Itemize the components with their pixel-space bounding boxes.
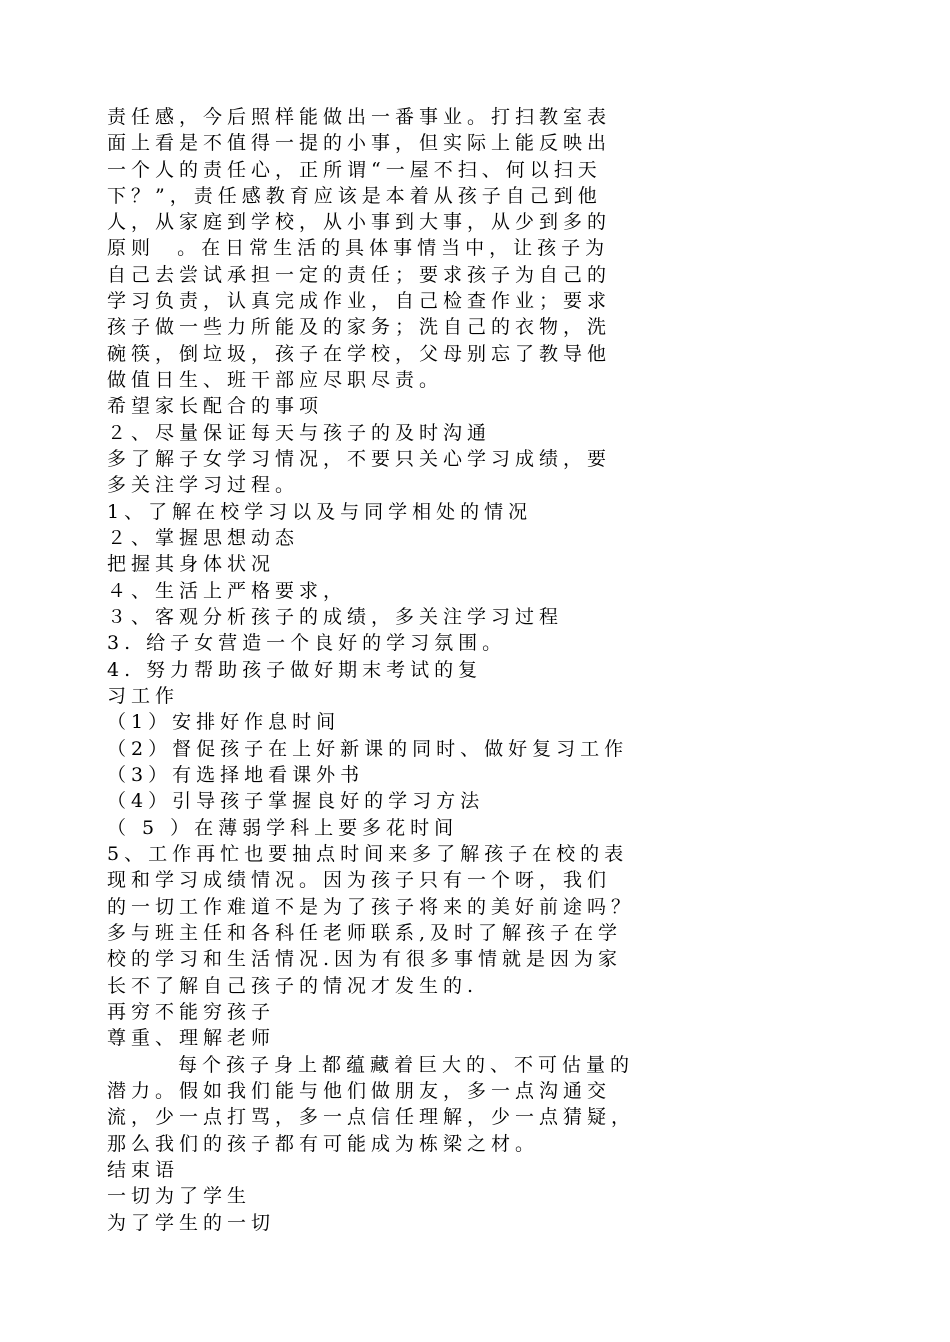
text-line: 多与班主任和各科任老师联系,及时了解孩子在学 bbox=[107, 922, 623, 944]
section-heading: 结束语 bbox=[107, 1159, 180, 1181]
list-item: 4. 努力帮助孩子做好期末考试的复 bbox=[107, 659, 483, 681]
text-line: 责任感，今后照样能做出一番事业。打扫教室表 bbox=[107, 106, 612, 128]
list-item: 1、了解在校学习以及与同学相处的情况 bbox=[107, 501, 533, 523]
text-line: 每个孩子身上都蕴藏着巨大的、不可估量的 bbox=[178, 1054, 635, 1076]
text-line: 习工作 bbox=[107, 685, 180, 707]
text-line: 人，从家庭到学校，从小事到大事，从少到多的 bbox=[107, 211, 612, 233]
text-line: 流，少一点打骂，多一点信任理解，少一点猜疑， bbox=[107, 1106, 636, 1128]
list-item: 5、工作再忙也要抽点时间来多了解孩子在校的表 bbox=[107, 843, 629, 865]
text-line: 的一切工作难道不是为了孩子将来的美好前途吗？ bbox=[107, 896, 636, 918]
list-item: ２、尽量保证每天与孩子的及时沟通 bbox=[107, 422, 492, 444]
text-line: 潜力。假如我们能与他们做朋友，多一点沟通交 bbox=[107, 1080, 612, 1102]
text-line: 现和学习成绩情况。因为孩子只有一个呀，我们 bbox=[107, 869, 612, 891]
text-line: 孩子做一些力所能及的家务；洗自己的衣物，洗 bbox=[107, 316, 612, 338]
text-line: 自己去尝试承担一定的责任；要求孩子为自己的 bbox=[107, 264, 612, 286]
list-item: （1）安排好作息时间 bbox=[107, 711, 341, 733]
text-line: 一个人的责任心，正所谓“一屋不扫、何以扫天 bbox=[107, 159, 602, 181]
text-line: 再穷不能穷孩子 bbox=[107, 1001, 276, 1023]
text-line: 尊重、理解老师 bbox=[107, 1027, 276, 1049]
section-heading: 希望家长配合的事项 bbox=[107, 395, 324, 417]
text-line: 多关注学习过程。 bbox=[107, 474, 300, 496]
list-item: （ 5 ）在薄弱学科上要多花时间 bbox=[107, 817, 459, 839]
list-item: （4）引导孩子掌握良好的学习方法 bbox=[107, 790, 485, 812]
text-line: 学习负责，认真完成作业，自己检查作业；要求 bbox=[107, 290, 612, 312]
text-line: 一切为了学生 bbox=[107, 1185, 252, 1207]
text-line: 下？”，责任感教育应该是本着从孩子自己到他 bbox=[107, 185, 602, 207]
list-item: ４、生活上严格要求， bbox=[107, 580, 348, 602]
text-line: 原则 。在日常生活的具体事情当中，让孩子为 bbox=[107, 237, 610, 259]
text-line: 多了解子女学习情况，不要只关心学习成绩，要 bbox=[107, 448, 612, 470]
list-item: ３、客观分析孩子的成绩，多关注学习过程 bbox=[107, 606, 564, 628]
text-line: 校的学习和生活情况.因为有很多事情就是因为家 bbox=[107, 948, 623, 970]
text-line: 把握其身体状况 bbox=[107, 553, 276, 575]
list-item: （3）有选择地看课外书 bbox=[107, 764, 365, 786]
text-line: 为了学生的一切 bbox=[107, 1212, 276, 1234]
list-item: ２、掌握思想动态 bbox=[107, 527, 300, 549]
list-item: 3. 给子女营造一个良好的学习氛围。 bbox=[107, 632, 507, 654]
text-line: 长不了解自己孩子的情况才发生的. bbox=[107, 975, 479, 997]
list-item: （2）督促孩子在上好新课的同时、做好复习工作 bbox=[107, 738, 629, 760]
text-line: 碗筷，倒垃圾，孩子在学校，父母别忘了教导他 bbox=[107, 343, 612, 365]
text-line: 那么我们的孩子都有可能成为栋梁之材。 bbox=[107, 1133, 540, 1155]
text-line: 面上看是不值得一提的小事，但实际上能反映出 bbox=[107, 132, 612, 154]
text-line: 做值日生、班干部应尽职尽责。 bbox=[107, 369, 444, 391]
